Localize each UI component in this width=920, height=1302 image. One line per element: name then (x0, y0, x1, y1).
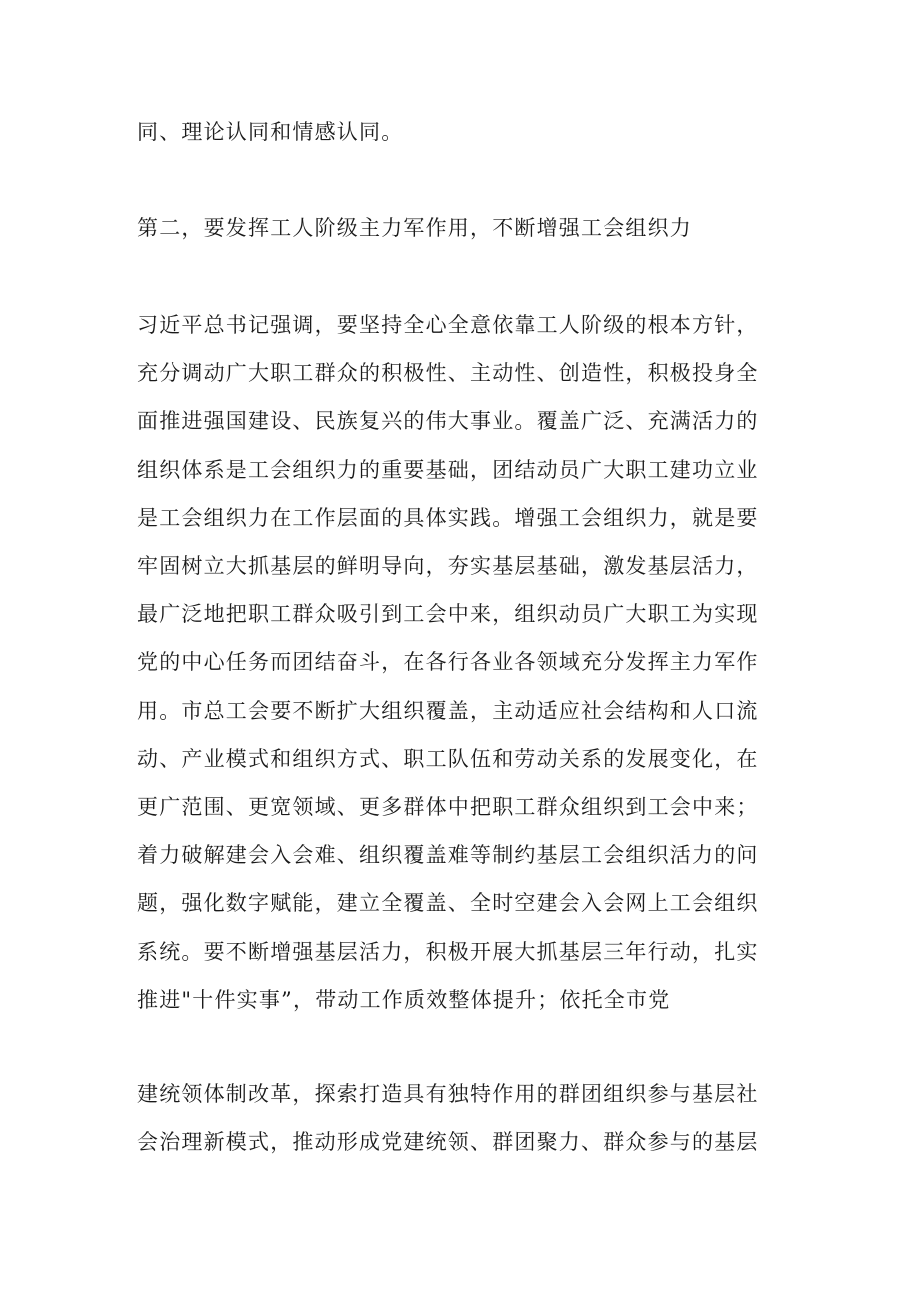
text-line: 动、产业模式和组织方式、职工队伍和劳动关系的发展变化，在 (137, 746, 759, 771)
paragraph-continuation (137, 108, 789, 156)
text-line: 是工会组织力在工作层面的具体实践。增强工会组织力，就是要 (137, 505, 759, 530)
paragraph-continuation (137, 1070, 789, 1166)
text-line: 组织体系是工会组织力的重要基础，团结动员广大职工建功立业 (137, 457, 759, 482)
text-line: 更广范围、更宽领域、更多群体中把职工群众组织到工会中来； (137, 795, 759, 820)
text-line: 党的中心任务而团结奋斗，在各行各业各领域充分发挥主力军作 (137, 650, 759, 675)
body-paragraph (137, 301, 789, 1024)
text-line: 推进"十件实事”，带动工作质效整体提升；依托全市党 (137, 987, 671, 1012)
text-line: 系统。要不断增强基层活力，积极开展大抓基层三年行动，扎实 (137, 939, 759, 964)
text-line: 牢固树立大抓基层的鲜明导向，夯实基层基础，激发基层活力， (137, 554, 759, 579)
text-line: 题，强化数字赋能，建立全覆盖、全时空建会入会网上工会组织 (137, 891, 759, 916)
text-line: 充分调动广大职工群众的积极性、主动性、创造性，积极投身全 (137, 361, 759, 386)
text-line: 建统领体制改革，探索打造具有独特作用的群团组织参与基层社 (137, 1082, 759, 1106)
text-line: 最广泛地把职工群众吸引到工会中来，组织动员广大职工为实现 (137, 602, 759, 627)
text-line: 着力破解建会入会难、组织覆盖难等制约基层工会组织活力的问 (137, 843, 759, 868)
section-heading (137, 204, 789, 252)
heading-line: 第二，要发挥工人阶级主力军作用，不断增强工会组织力 (137, 216, 692, 240)
text-line: 用。市总工会要不断扩大组织覆盖，主动适应社会结构和人口流 (137, 698, 759, 723)
text-line: 习近平总书记强调，要坚持全心全意依靠工人阶级的根本方针， (137, 313, 759, 337)
text-line: 会治理新模式，推动形成党建统领、群团聚力、群众参与的基层 (137, 1130, 759, 1155)
text-line: 面推进强国建设、民族复兴的伟大事业。覆盖广泛、充满活力的 (137, 409, 759, 434)
text-line: 同、理论认同和情感认同。 (137, 120, 404, 144)
